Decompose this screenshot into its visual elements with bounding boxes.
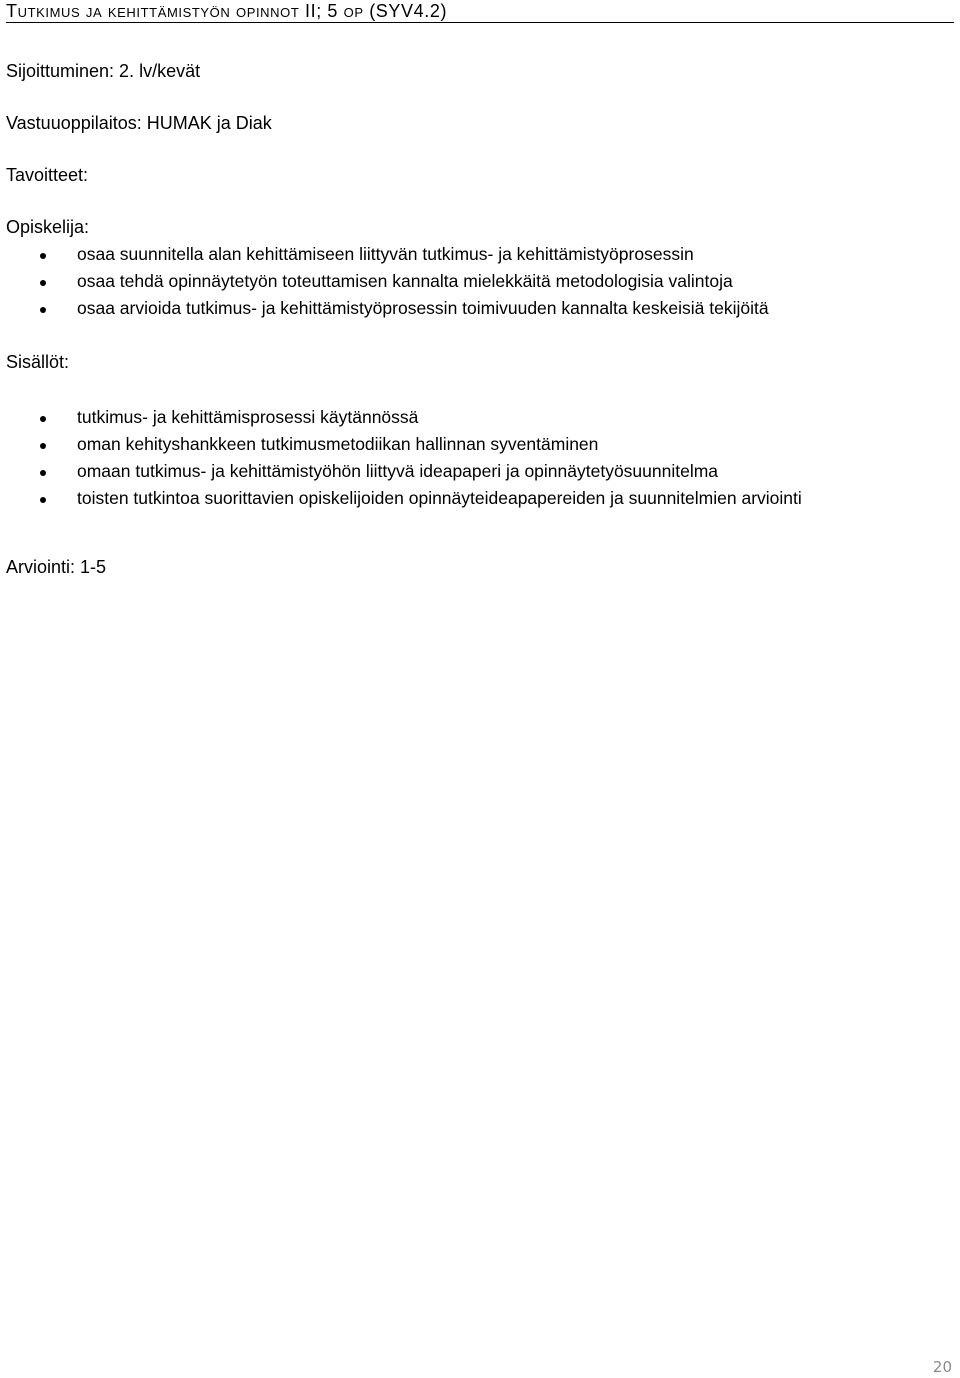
title-bar [6,0,954,23]
page-number: 20 [932,1358,952,1376]
content-text: tutkimus- ja kehittämisprosessi käytännössä [77,407,419,427]
goal-text: osaa tehdä opinnäytetyön toteuttamisen kannalta mielekkäitä metodologisia valintoja [77,271,733,291]
responsible-line: Vastuuoppilaitos: HUMAK ja Diak [6,113,272,133]
content-text: omaan tutkimus- ja kehittämistyöhön liittyvä ideapaperi ja opinnäytetyösuunnitelma [77,461,719,481]
content-text: toisten tutkintoa suorittavien opiskelijoiden opinnäyteideapapereiden ja suunnitelmien arviointi [77,488,802,508]
document-title: Tutkimus ja kehittämistyön opinnot II; 5 op (SYV4.2) [6,1,448,21]
goals-heading: Tavoitteet: [6,165,89,185]
bullet-icon [40,497,46,503]
assessment-line: Arviointi: 1-5 [6,557,107,577]
contents-heading: Sisällöt: [6,352,70,372]
bullet-icon [40,280,46,286]
bullet-icon [40,416,46,422]
goal-text: osaa suunnitella alan kehittämiseen liittyvän tutkimus- ja kehittämistyöprosessin [77,244,694,264]
student-heading: Opiskelija: [6,217,90,237]
goal-text: osaa arvioida tutkimus- ja kehittämistyöprosessin toimivuuden kannalta keskeisiä tekijöitä [77,298,769,318]
bullet-icon [40,253,46,259]
placement-line: Sijoittuminen: 2. lv/kevät [6,61,201,81]
bullet-icon [40,307,46,313]
content-text: oman kehityshankkeen tutkimusmetodiikan hallinnan syventäminen [77,434,599,454]
bullet-icon [40,443,46,449]
bullet-icon [40,470,46,476]
